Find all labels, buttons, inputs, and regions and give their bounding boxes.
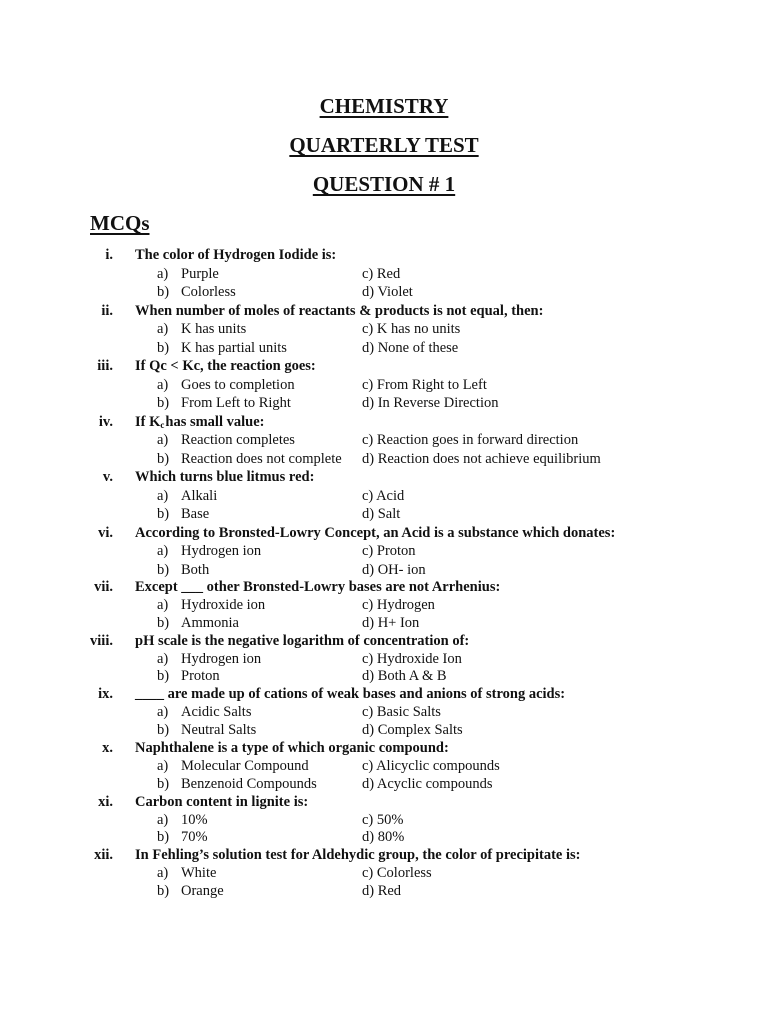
section-heading-mcqs: MCQs	[90, 211, 150, 235]
option-letter: b)	[157, 883, 170, 900]
option-letter: a)	[157, 543, 169, 559]
option-row	[0, 758, 768, 776]
option-text: d) Salt	[362, 506, 401, 522]
question-text: The color of Hydrogen Iodide is:	[135, 247, 337, 263]
subject-title: CHEMISTRY	[319, 94, 449, 118]
option-text: d) Acyclic compounds	[362, 775, 493, 792]
question-group-lower	[0, 579, 768, 901]
question-text-part: has small value:	[165, 413, 265, 430]
option-text: White	[181, 865, 217, 882]
option-text: K has units	[181, 321, 247, 337]
question-item	[0, 686, 768, 740]
option-text: c) From Right to Left	[362, 376, 487, 393]
option-letter: a)	[157, 704, 169, 721]
option-row	[0, 865, 768, 883]
option-row	[0, 505, 768, 524]
option-row	[0, 561, 768, 580]
option-text: Proton	[181, 668, 220, 685]
option-row	[0, 265, 768, 284]
option-text: c) K has no units	[362, 321, 461, 337]
option-row	[0, 615, 768, 633]
option-row	[0, 597, 768, 615]
option-letter: b)	[157, 668, 170, 685]
option-row	[0, 450, 768, 469]
option-row	[0, 487, 768, 506]
question-text-part: If K	[135, 413, 161, 430]
option-text: Colorless	[181, 284, 236, 300]
question-number: ii.	[101, 302, 113, 319]
option-text: Neutral Salts	[181, 722, 257, 739]
question-number: ix.	[98, 686, 113, 703]
option-text: From Left to Right	[181, 395, 291, 411]
question-item	[0, 794, 768, 848]
option-text: c) Reaction goes in forward direction	[362, 432, 579, 448]
question-text: In Fehling’s solution test for Aldehydic group, the color of precipitate is:	[135, 847, 581, 864]
question-text: Carbon content in lignite is:	[135, 793, 309, 810]
option-letter: a)	[157, 376, 169, 393]
option-text: Orange	[181, 883, 224, 900]
option-text: Ammonia	[181, 614, 239, 631]
option-text: d) 80%	[362, 829, 405, 846]
option-text: d) In Reverse Direction	[362, 395, 499, 411]
option-text: Hydroxide ion	[181, 596, 266, 613]
option-text: Hydrogen ion	[181, 650, 262, 667]
option-text: K has partial units	[181, 339, 287, 356]
option-text: Both	[181, 561, 210, 578]
option-row	[0, 394, 768, 413]
option-text: Reaction completes	[181, 432, 295, 448]
question-item	[0, 246, 768, 302]
option-text: c) Colorless	[362, 865, 432, 882]
option-text: c) Alicyclic compounds	[362, 757, 500, 774]
question-number: i.	[105, 247, 113, 263]
option-text: d) Both A & B	[362, 668, 447, 685]
option-row	[0, 376, 768, 395]
option-text: Acidic Salts	[181, 704, 252, 721]
option-text: c) Acid	[362, 487, 405, 504]
option-letter: a)	[157, 757, 169, 774]
option-row	[0, 283, 768, 302]
option-letter: b)	[157, 614, 170, 631]
option-letter: a)	[157, 811, 169, 828]
option-row	[0, 776, 768, 794]
option-text: d) H+ Ion	[362, 614, 420, 631]
option-text: c) Proton	[362, 543, 416, 559]
question-number: iv.	[98, 413, 113, 430]
option-letter: a)	[157, 650, 169, 667]
option-row	[0, 812, 768, 830]
question-number: vi.	[98, 524, 113, 541]
option-text: c) 50%	[362, 811, 404, 828]
option-text: d) Complex Salts	[362, 722, 463, 739]
question-number-title: QUESTION # 1	[312, 172, 456, 196]
option-letter: a)	[157, 432, 169, 448]
question-item	[0, 740, 768, 794]
option-text: 70%	[181, 829, 208, 846]
option-text: c) Basic Salts	[362, 704, 441, 721]
option-letter: b)	[157, 506, 170, 522]
question-text: If Qc < Kc, the reaction goes:	[135, 358, 316, 374]
option-letter: b)	[157, 775, 170, 792]
option-text: Purple	[181, 265, 219, 282]
question-text: Naphthalene is a type of which organic compound:	[135, 740, 449, 757]
option-text: c) Hydroxide Ion	[362, 650, 462, 667]
question-number: x.	[102, 740, 113, 757]
option-row	[0, 651, 768, 669]
question-item	[0, 468, 768, 524]
option-letter: b)	[157, 561, 170, 578]
question-number: xi.	[98, 793, 113, 810]
question-text: Except ___ other Bronsted-Lowry bases are not Arrhenius:	[135, 579, 501, 595]
option-text: c) Hydrogen	[362, 596, 435, 613]
option-row	[0, 542, 768, 561]
option-row	[0, 668, 768, 686]
option-text: 10%	[181, 811, 208, 828]
option-text: d) Violet	[362, 284, 413, 300]
option-text: Goes to completion	[181, 376, 295, 393]
question-item	[0, 524, 768, 580]
option-letter: a)	[157, 865, 169, 882]
option-text: Reaction does not complete	[181, 450, 342, 467]
option-text: d) Reaction does not achieve equilibrium	[362, 450, 601, 467]
option-letter: b)	[157, 722, 170, 739]
question-number: xii.	[94, 847, 113, 864]
option-letter: b)	[157, 829, 170, 846]
question-text: According to Bronsted-Lowry Concept, an Acid is a substance which donates:	[135, 524, 616, 541]
option-row	[0, 320, 768, 339]
question-item	[0, 302, 768, 358]
option-row	[0, 883, 768, 901]
question-item	[0, 847, 768, 901]
option-letter: b)	[157, 450, 170, 467]
question-text: When number of moles of reactants & products is not equal, then:	[135, 302, 544, 319]
question-item	[0, 413, 768, 469]
question-text: ____ are made up of cations of weak bases and anions of strong acids:	[135, 686, 566, 703]
question-number: v.	[102, 469, 113, 485]
question-number: iii.	[97, 358, 113, 374]
subscript-c: c	[160, 419, 165, 430]
question-text: pH scale is the negative logarithm of concentration of:	[135, 632, 470, 649]
option-row	[0, 339, 768, 358]
question-item	[0, 633, 768, 687]
option-letter: b)	[157, 339, 170, 356]
option-text: d) Red	[362, 883, 402, 900]
option-text: Benzenoid Compounds	[181, 775, 317, 792]
option-text: Hydrogen ion	[181, 543, 262, 559]
question-item	[0, 579, 768, 633]
option-row	[0, 722, 768, 740]
option-letter: a)	[157, 321, 169, 337]
option-text: d) OH- ion	[362, 561, 426, 578]
question-item	[0, 357, 768, 413]
test-title: QUARTERLY TEST	[289, 133, 479, 157]
question-number: viii.	[90, 632, 113, 649]
option-letter: b)	[157, 284, 170, 300]
question-text: Which turns blue litmus red:	[135, 469, 315, 485]
option-text: c) Red	[362, 265, 401, 282]
option-row	[0, 829, 768, 847]
option-row	[0, 431, 768, 450]
option-row	[0, 704, 768, 722]
option-text: d) None of these	[362, 339, 459, 356]
question-number: vii.	[94, 579, 113, 595]
option-text: Base	[181, 506, 210, 522]
option-letter: a)	[157, 596, 169, 613]
option-letter: a)	[157, 265, 169, 282]
option-text: Alkali	[181, 487, 218, 504]
question-list	[0, 246, 768, 901]
option-text: Molecular Compound	[181, 757, 309, 774]
option-letter: b)	[157, 395, 170, 411]
option-letter: a)	[157, 487, 169, 504]
